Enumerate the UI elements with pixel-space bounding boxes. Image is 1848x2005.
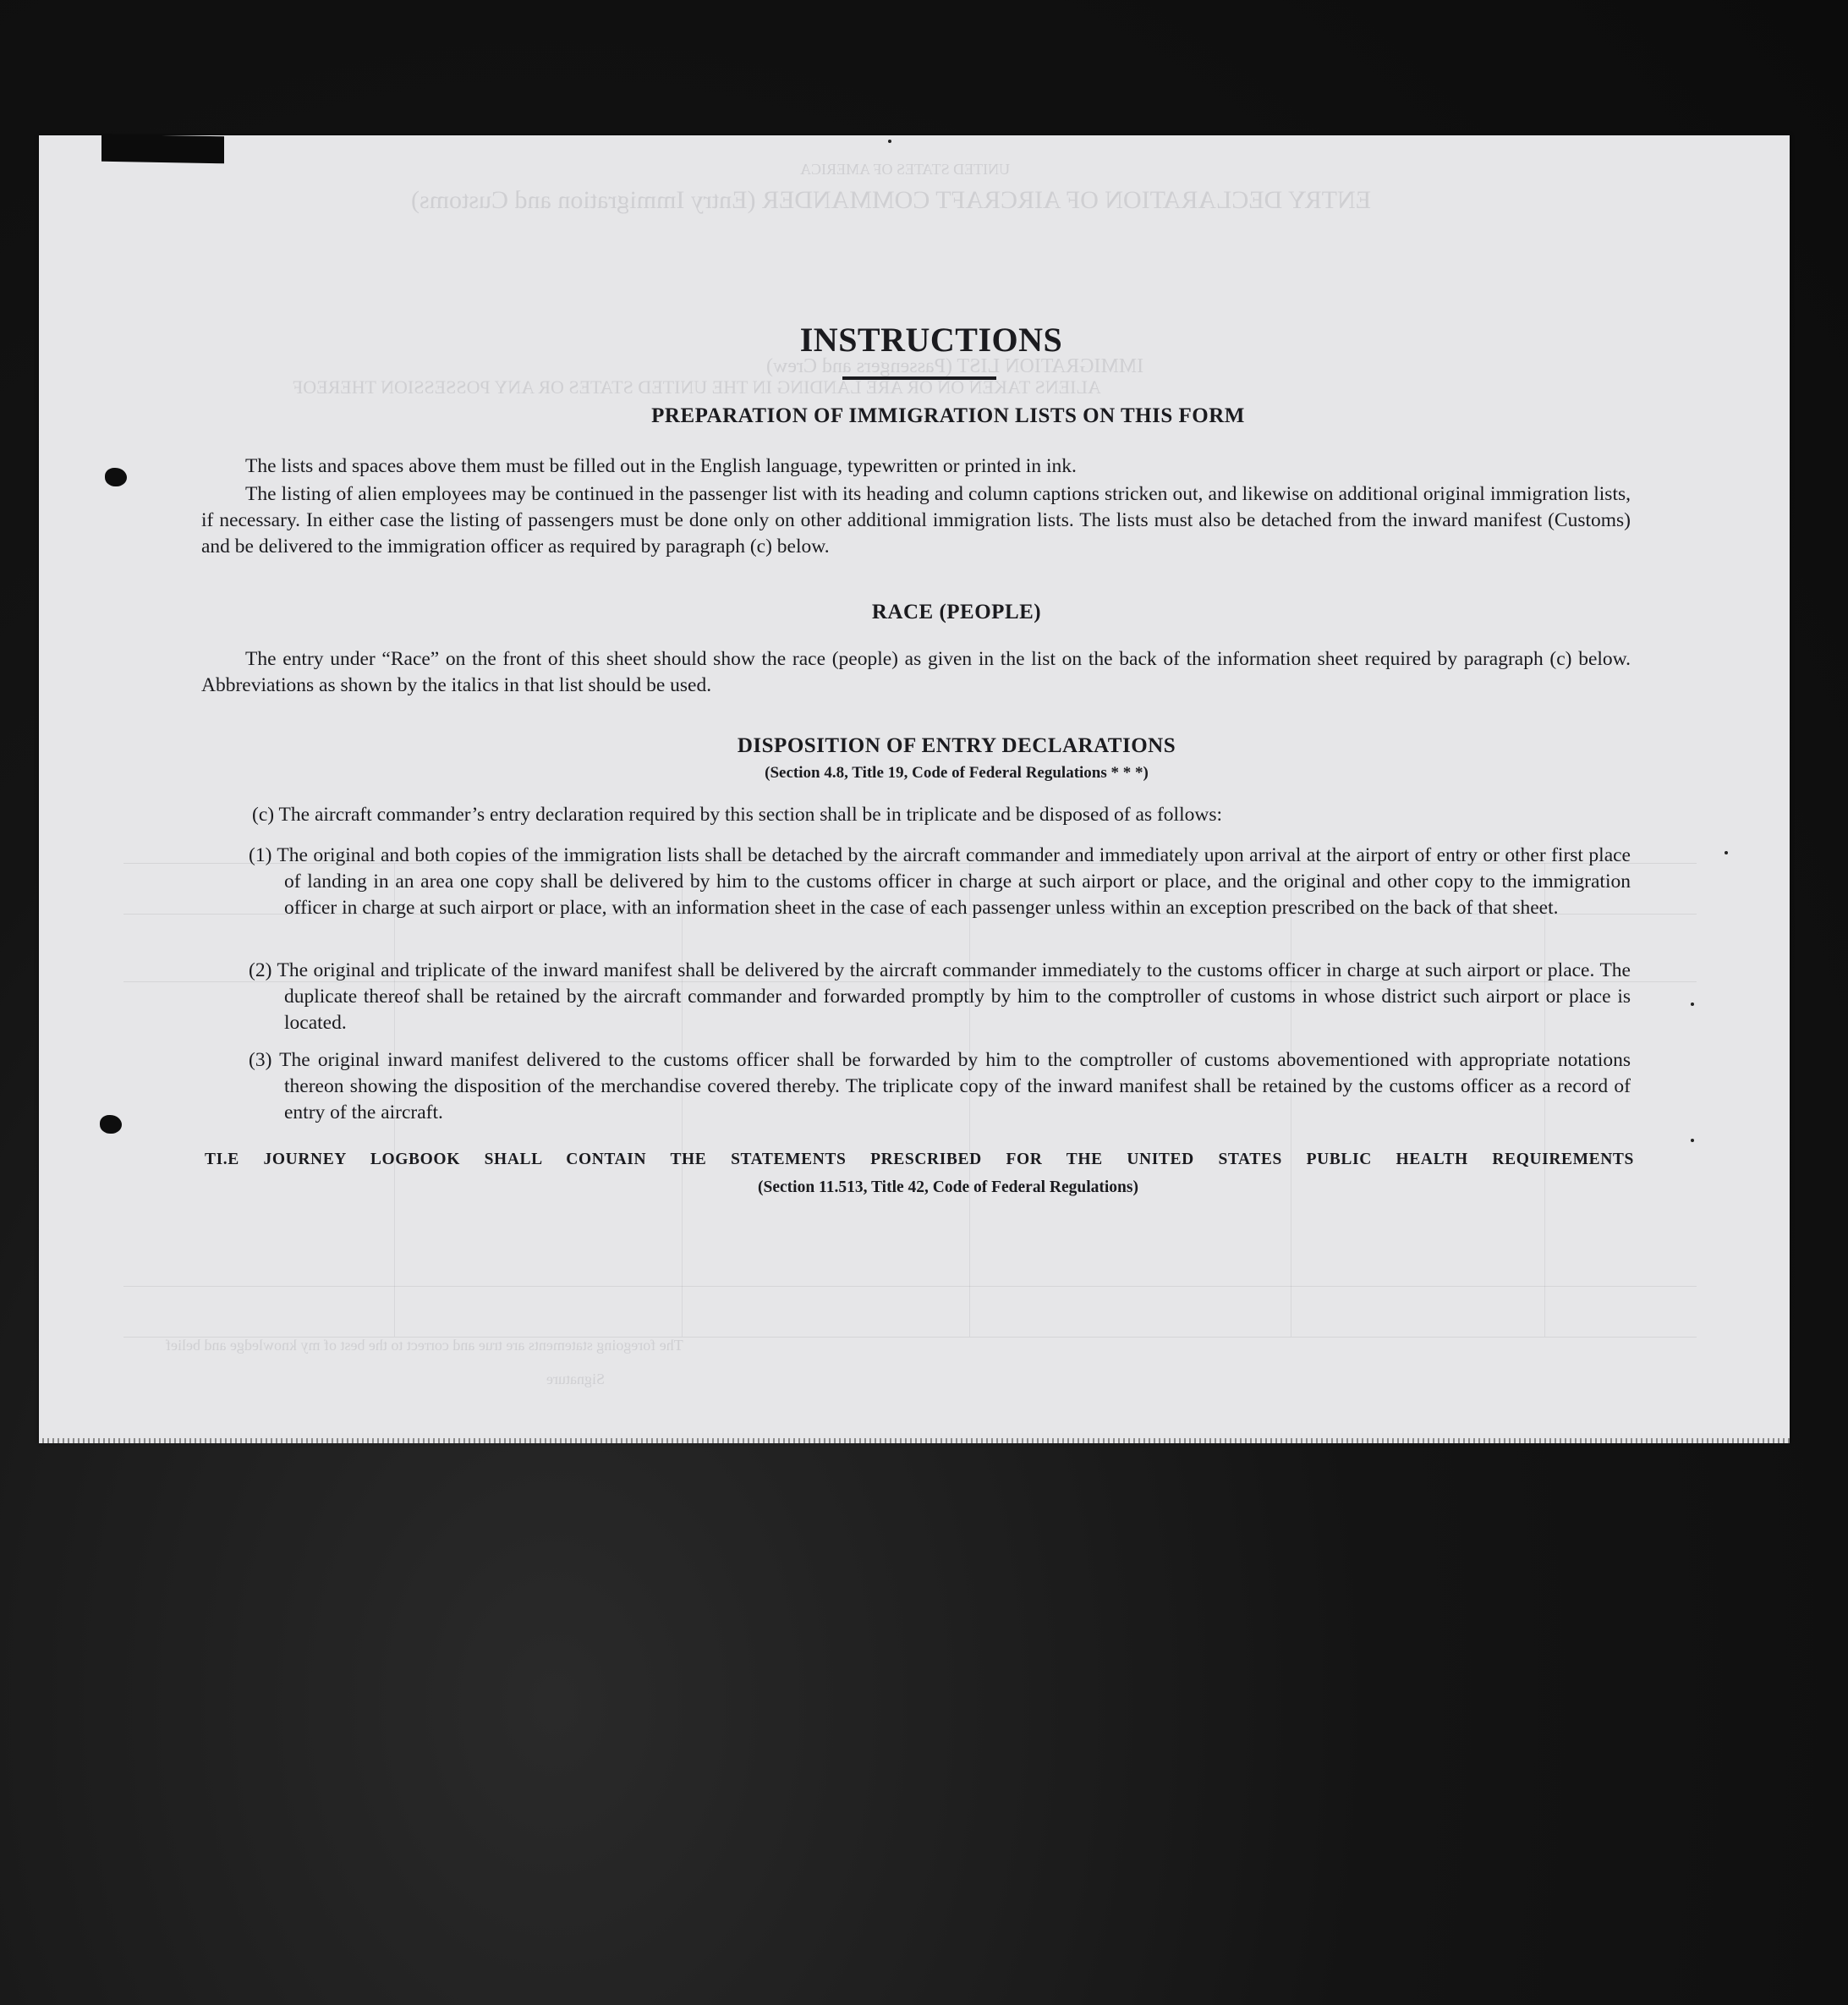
speck [1725, 851, 1728, 854]
disposition-clause-3: (3) The original inward manifest delivered to the customs officer shall be forwarded by him to the comptroller of customs abovementioned with appropriate notations thereon showing the disposition of the merchandise covered thereby. The triplicate copy of the inward manifest shall be retained by the customs officer as a record of entry of the aircraft. [249, 1049, 1631, 1123]
preparation-paragraph-2: The listing of alien employees may be continued in the passenger list with its heading and column captions stricken out, and likewise on additional original immigration lists, if necessary. In either case the listing of passengers must be done only on other additional immigration lists. The lists must also be detached from the inward manifest (Customs) and be delivered to the immigration officer as required by paragraph (c) below. [201, 483, 1631, 558]
speck [888, 140, 891, 143]
bleed-through-reverse: ENTRY DECLARATION OF AIRCRAFT COMMANDER (Entry Immigration and Customs) UNITED STATES OF AMERICA IMMIGRATION LIST (Passengers and Crew) ALIENS TAKEN ON OR ARE LANDING IN THE UNITED STATES OR ANY POSSESSION THEREOF The foregoing statements are true and correct to the best of my knowledge and belief Signature [39, 135, 1790, 1442]
punch-hole-lower [100, 1115, 122, 1134]
footer-citation: (Section 11.513, Title 42, Code of Federal Regulations) [758, 1178, 1138, 1196]
speck [1691, 1139, 1694, 1142]
disposition-citation: (Section 4.8, Title 19, Code of Federal Regulations * * *) [765, 764, 1149, 782]
preparation-heading: PREPARATION OF IMMIGRATION LISTS ON THIS FORM [651, 404, 1245, 427]
disposition-heading: DISPOSITION OF ENTRY DECLARATIONS [737, 734, 1176, 757]
race-paragraph: The entry under “Race” on the front of this sheet should show the race (people) as given in the list on the back of the information sheet required by paragraph (c) below. Abbreviations as shown by the italics in that list should be used. [201, 648, 1631, 696]
disposition-clause-1: (1) The original and both copies of the immigration lists shall be detached by the aircraft commander and immediately upon arrival at the airport of entry or other first place of landing in an area one copy shall be delivered by him to the customs officer in charge at such airport or place, and the original and other copy to the immigration officer in charge at such airport or place, with an information sheet in the case of each passenger unless within an exception prescribed on the back of that sheet. [249, 844, 1631, 919]
disposition-clause-2: (2) The original and triplicate of the inward manifest shall be delivered by the aircraft commander immediately to the customs officer in charge at such airport or place. The duplicate thereof shall be retained by the aircraft commander and forwarded promptly by him to the comptroller of customs in whose district such airport or place is located. [249, 959, 1631, 1034]
instructions-content [39, 135, 1790, 1442]
sheet-clip-tab [101, 135, 224, 164]
footer-statement: TI.E JOURNEY LOGBOOK SHALL CONTAIN THE STATEMENTS PRESCRIBED FOR THE UNITED STATES PUBLIC HEALTH REQUIREMENTS [205, 1151, 1634, 1168]
document-sheet [39, 135, 1790, 1442]
sheet-bottom-edge [39, 1438, 1790, 1443]
punch-hole-upper [105, 468, 127, 486]
race-heading: RACE (PEOPLE) [871, 601, 1042, 623]
preparation-paragraph-1: The lists and spaces above them must be filled out in the English language, typewritten or printed in ink. [245, 455, 1077, 477]
disposition-lead: (c) The aircraft commander’s entry declaration required by this section shall be in triplicate and be disposed of as follows: [252, 804, 1222, 826]
page-title: INSTRUCTIONS [799, 321, 1063, 359]
speck [1691, 1002, 1694, 1006]
title-underline [842, 376, 996, 380]
